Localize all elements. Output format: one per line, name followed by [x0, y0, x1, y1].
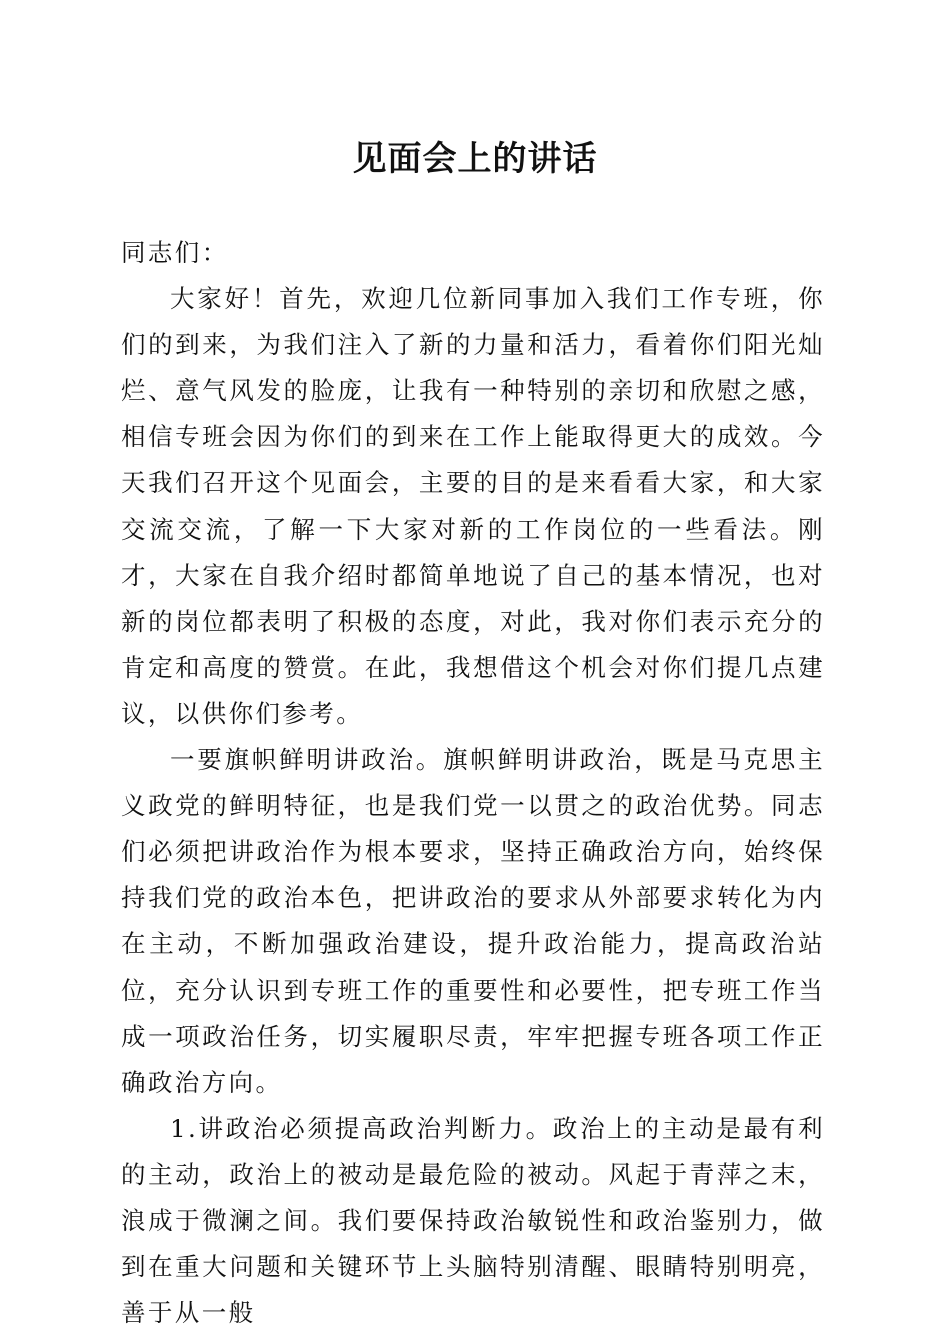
paragraph-politics: 一要旗帜鲜明讲政治。旗帜鲜明讲政治，既是马克思主义政党的鲜明特征，也是我们党一以贯之的政治优势。同志们必须把讲政治作为根本要求，坚持正确政治方向，始终保持我们党的政治本色，把讲政治的要求从外部要求转化为内在主动，不断加强政治建设，提升政治能力，提高政治站位，充分认识到专班工作的重要性和必要性，把专班工作当成一项政治任务，切实履职尽责，牢牢把握专班各项工作正确政治方向。 [121, 745, 825, 1097]
paragraph-welcome: 大家好！首先，欢迎几位新同事加入我们工作专班，你们的到来，为我们注入了新的力量和活力，看着你们阳光灿烂、意气风发的脸庞，让我有一种特别的亲切和欣慰之感，相信专班会因为你们的到来在工作上能取得更大的成效。今天我们召开这个见面会，主要的目的是来看看大家，和大家交流交流，了解一下大家对新的工作岗位的一些看法。刚才，大家在自我介绍时都简单地说了自己的基本情况，也对新的岗位都表明了积极的态度，对此，我对你们表示充分的肯定和高度的赞赏。在此，我想借这个机会对你们提几点建议，以供你们参考。 [121, 284, 825, 728]
paragraph-point-1: 1.讲政治必须提高政治判断力。政治上的主动是最有利的主动，政治上的被动是最危险的被动。风起于青萍之末，浪成于微澜之间。我们要保持政治敏锐性和政治鉴别力，做到在重大问题和关键环节上头脑特别清醒、眼睛特别明亮，善于从一般 [121, 1113, 825, 1328]
document-title: 见面会上的讲话 [352, 139, 598, 179]
document-body [121, 230, 825, 1336]
salutation: 同志们： [121, 238, 229, 267]
